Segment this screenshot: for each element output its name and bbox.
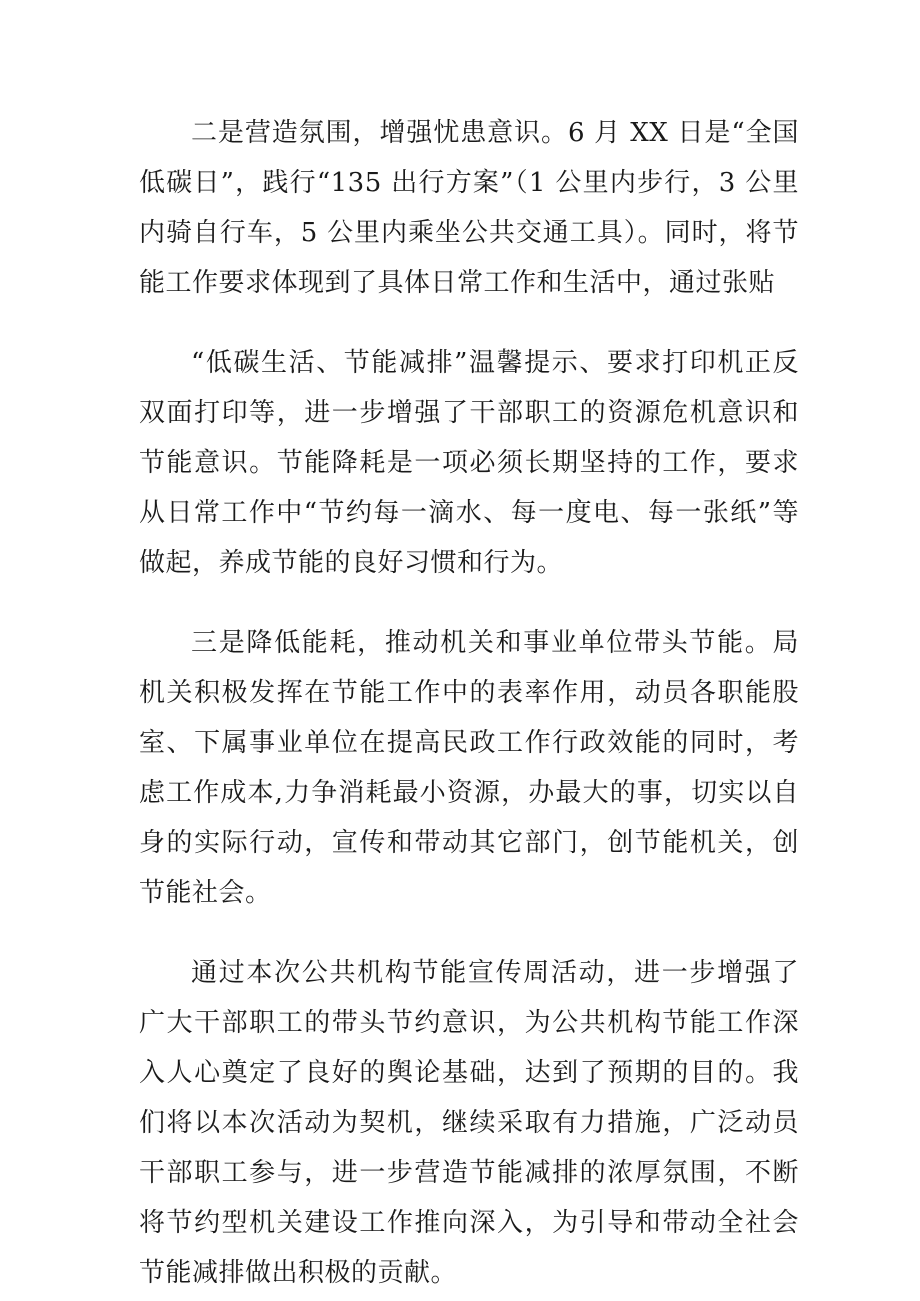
document-body <box>139 108 799 1298</box>
paragraph-low-carbon-tips: “低碳生活、节能减排”温馨提示、要求打印机正反双面打印等，进一步增强了干部职工的资源危机意识和节能意识。节能降耗是一项必须长期坚持的工作，要求从日常工作中“节约每一滴水、每一度电、每一张纸”等做起，养成节能的良好习惯和行为。 <box>139 348 799 578</box>
paragraph-reduce-consumption: 三是降低能耗，推动机关和事业单位带头节能。局机关积极发挥在节能工作中的表率作用，动员各职能股室、下属事业单位在提高民政工作行政效能的同时，考虑工作成本,力争消耗最小资源，办最大的事，切实以自身的实际行动，宣传和带动其它部门，创节能机关，创节能社会。 <box>139 628 799 908</box>
paragraph-atmosphere: 二是营造氛围，增强忧患意识。6 月 XX 日是“全国低碳日”，践行“135 出行方案”（1 公里内步行，3 公里内骑自行车，5 公里内乘坐公共交通工具）。同时，将节能工作要求体现到了具体日常工作和生活中，通过张贴 <box>139 118 799 298</box>
paragraph-conclusion: 通过本次公共机构节能宣传周活动，进一步增强了广大干部职工的带头节约意识，为公共机构节能工作深入人心奠定了良好的舆论基础，达到了预期的目的。我们将以本次活动为契机，继续采取有力措施，广泛动员干部职工参与，进一步营造节能减排的浓厚氛围，不断将节约型机关建设工作推向深入，为引导和带动全社会节能减排做出积极的贡献。 <box>139 958 799 1288</box>
